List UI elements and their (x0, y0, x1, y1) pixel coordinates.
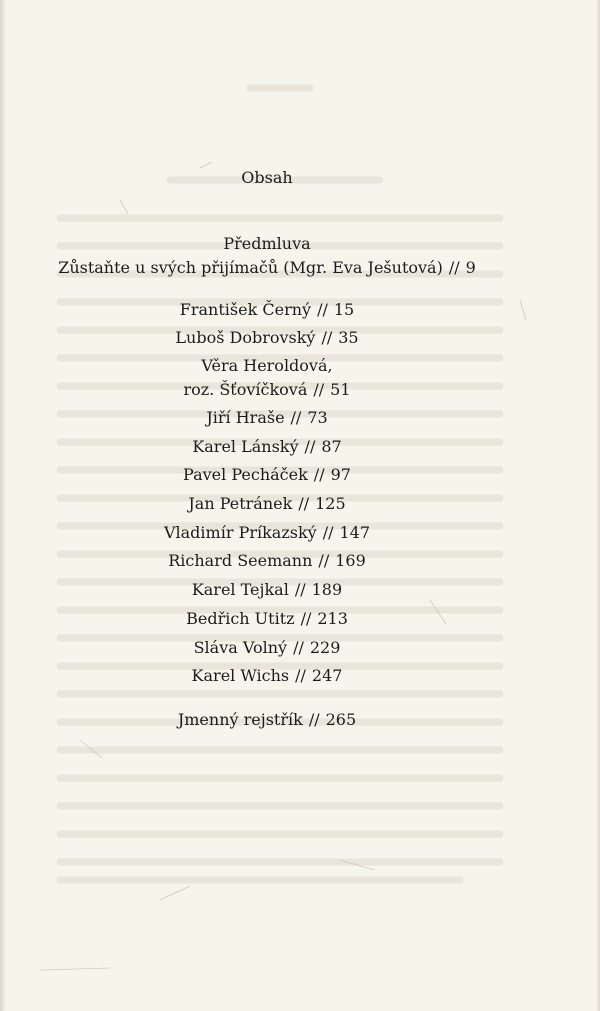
preface-entry-page: 9 (465, 258, 476, 277)
page-edge-shadow (596, 0, 600, 1011)
index-entry-separator: // (308, 710, 320, 729)
toc-entry-name: Karel Lánský (192, 437, 299, 456)
toc-entry-name: Karel Tejkal (191, 580, 289, 599)
toc-entry-name: Bedřich Utitz (186, 609, 295, 628)
preface-entry-separator: // (448, 258, 460, 277)
toc-entry (0, 299, 534, 321)
toc-entry-separator: // (295, 666, 306, 685)
toc-entry-name: Vladimír Príkazský (163, 523, 317, 542)
toc-entry (0, 550, 534, 572)
toc-entry (0, 608, 534, 630)
toc-entry-separator: // (317, 300, 328, 319)
toc-entry-separator: // (304, 437, 316, 456)
toc-entry-name: Richard Seemann (168, 551, 313, 570)
toc-entry-name: Jan Petránek (188, 494, 293, 513)
toc-entry-name: Karel Wichs (191, 666, 290, 685)
toc-entry-separator: // (298, 494, 310, 513)
toc-entry-separator: // (294, 580, 306, 599)
toc-entry-page: 247 (311, 666, 343, 685)
index-entry (0, 709, 534, 731)
index-entry-name: Jmenný rejstřík (177, 710, 303, 729)
toc-entry-page: 125 (315, 494, 346, 513)
index-entry-page: 265 (325, 710, 357, 729)
toc-entry (0, 407, 534, 429)
toc-entry-page: 73 (307, 408, 328, 427)
preface-entry (0, 257, 534, 279)
toc-entry-separator: // (300, 609, 312, 628)
toc-entry-page: 97 (330, 465, 351, 484)
toc-entry-name: František Černý (179, 300, 312, 319)
toc-entry-separator: // (313, 465, 325, 484)
preface-entry-title: Zůstaňte u svých přijímačů (Mgr. Eva Ješutová) (58, 258, 443, 277)
toc-entry-page: 229 (309, 638, 341, 657)
toc-entry (0, 637, 534, 659)
toc-entry-separator: // (293, 638, 304, 657)
toc-entry-separator: // (313, 380, 325, 399)
toc-entry-name: Luboš Dobrovský (175, 328, 316, 347)
toc-entry-name: Jiří Hraše (206, 408, 285, 427)
toc-entry (0, 436, 534, 458)
toc-entry (0, 579, 534, 601)
toc-entry-name: Pavel Pecháček (183, 465, 308, 484)
toc-entry (0, 464, 534, 486)
toc-entry-separator: // (322, 523, 334, 542)
toc-entry-separator: // (318, 551, 330, 570)
toc-entry (0, 379, 534, 401)
toc-entry-page: 169 (335, 551, 366, 570)
toc-entry-separator: // (321, 328, 333, 347)
toc-entry (0, 665, 534, 687)
toc-entry-page: 213 (317, 609, 348, 628)
toc-entry-page: 51 (330, 380, 351, 399)
toc-entry-page: 147 (339, 523, 371, 542)
toc-entry (0, 493, 534, 515)
toc-entry-name-line2: roz. Šťovíčková (183, 380, 308, 399)
toc-entry (0, 327, 534, 349)
toc-entry-name-line1: Věra Heroldová, (201, 356, 333, 375)
toc-entry-separator: // (290, 408, 302, 427)
toc-entry (0, 522, 534, 544)
contents-title: Obsah (241, 168, 293, 187)
toc-entry-name: Sláva Volný (193, 638, 288, 657)
toc-entry-page: 87 (321, 437, 342, 456)
toc-entry-page: 189 (311, 580, 343, 599)
preface-heading: Předmluva (223, 234, 311, 253)
toc-entry-page: 15 (333, 300, 355, 319)
toc-entry-page: 35 (338, 328, 359, 347)
